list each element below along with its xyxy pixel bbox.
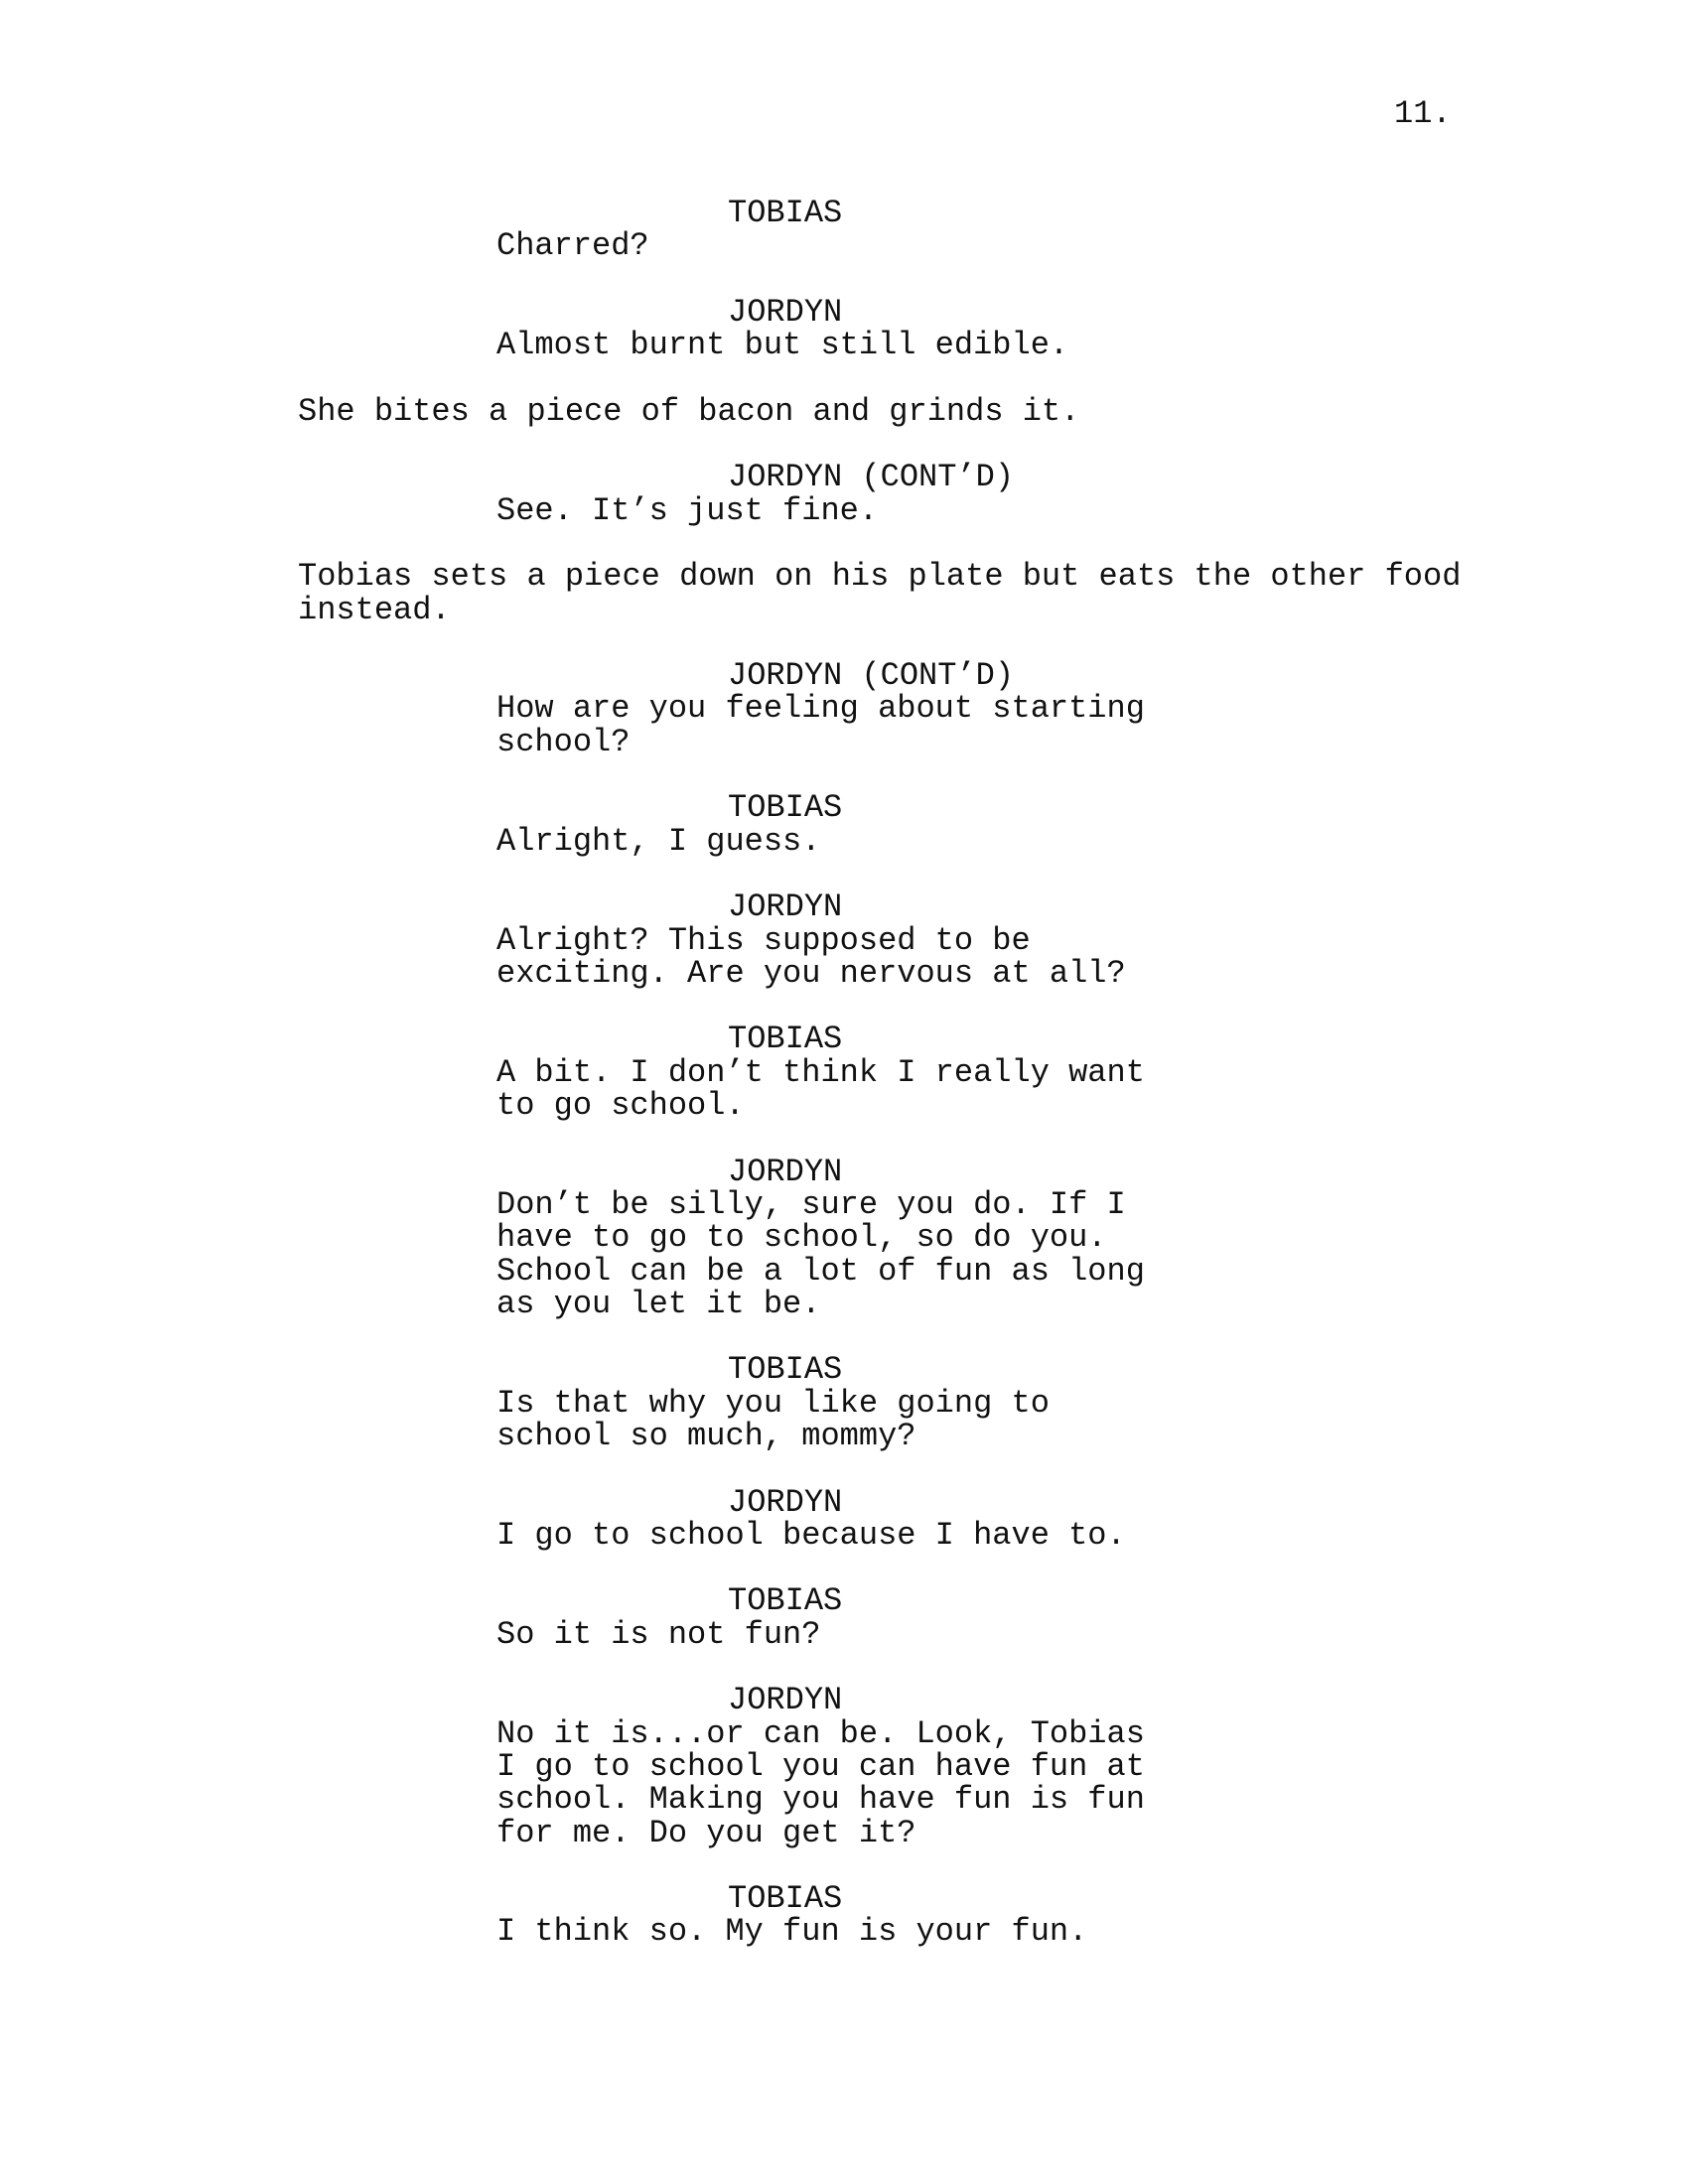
character-cue: JORDYN (CONT’D)	[728, 657, 1015, 695]
spacer	[0, 990, 1688, 1023]
action-line: instead.	[298, 591, 451, 628]
dialogue-line: Alright? This supposed to be	[496, 921, 1031, 959]
dialogue-line: Don’t be silly, sure you do. If I	[496, 1185, 1126, 1223]
dialogue-line: How are you feeling about starting	[496, 690, 1145, 728]
spacer	[0, 758, 1688, 791]
dialogue-block	[0, 1913, 1688, 1951]
dialogue-line: Charred?	[496, 227, 649, 265]
spacer	[0, 361, 1688, 394]
dialogue-line: Is that why you like going to	[496, 1384, 1050, 1422]
spacer	[0, 1122, 1688, 1155]
dialogue-block	[0, 921, 1688, 992]
character-cue: TOBIAS	[728, 1880, 843, 1918]
dialogue-block	[0, 1714, 1688, 1851]
dialogue-line: for me. Do you get it?	[496, 1814, 916, 1851]
character-cue: JORDYN	[728, 293, 843, 331]
dialogue-line: I think so. My fun is your fun.	[496, 1913, 1088, 1951]
spacer	[0, 1320, 1688, 1353]
character-cue: TOBIAS	[728, 1582, 843, 1620]
dialogue-block	[0, 1384, 1688, 1454]
page-number: 11.	[1394, 95, 1452, 132]
dialogue-line: have to go to school, so do you.	[496, 1219, 1107, 1257]
dialogue-line: Almost burnt but still edible.	[496, 327, 1069, 364]
dialogue-block	[0, 1615, 1688, 1653]
character-cue: JORDYN	[728, 888, 843, 926]
spacer	[0, 428, 1688, 461]
dialogue-line: Alright, I guess.	[496, 822, 821, 860]
character-cue: TOBIAS	[728, 789, 843, 827]
character-cue: TOBIAS	[728, 1351, 843, 1389]
character-cue: TOBIAS	[728, 195, 843, 231]
dialogue-block	[0, 491, 1688, 529]
dialogue-line: to go school.	[496, 1087, 745, 1125]
dialogue-block	[0, 1185, 1688, 1322]
action-line: Tobias sets a piece down on his plate but eats the other food	[298, 558, 1462, 596]
dialogue-block	[0, 1053, 1688, 1125]
dialogue-line: school?	[496, 723, 631, 760]
dialogue-line: school. Making you have fun is fun	[496, 1781, 1145, 1819]
action-line: She bites a piece of bacon and grinds it.	[298, 392, 1080, 430]
character-cue: JORDYN	[728, 1153, 843, 1190]
dialogue-line: School can be a lot of fun as long	[496, 1252, 1145, 1290]
spacer	[0, 1552, 1688, 1584]
character-cue: TOBIAS	[728, 1021, 843, 1058]
dialogue-block	[0, 1516, 1688, 1554]
script-body	[0, 197, 1688, 1949]
dialogue-line: exciting. Are you nervous at all?	[496, 954, 1126, 992]
dialogue-line: school so much, mommy?	[496, 1417, 916, 1454]
spacer	[0, 858, 1688, 890]
dialogue-line: No it is...or can be. Look, Tobias	[496, 1714, 1145, 1752]
action-block	[0, 560, 1688, 626]
dialogue-line: A bit. I don’t think I really want	[496, 1053, 1145, 1091]
spacer	[0, 1651, 1688, 1684]
dialogue-block	[0, 692, 1688, 758]
dialogue-line: So it is not fun?	[496, 1615, 821, 1653]
character-cue: JORDYN	[728, 1682, 843, 1719]
spacer	[0, 626, 1688, 659]
spacer	[0, 1849, 1688, 1882]
character-cue: JORDYN	[728, 1483, 843, 1521]
dialogue-block	[0, 227, 1688, 265]
dialogue-line: See. It’s just fine.	[496, 491, 879, 529]
action-block	[0, 392, 1688, 430]
dialogue-line: I go to school you can have fun at	[496, 1747, 1145, 1785]
spacer	[0, 527, 1688, 560]
character-cue: JORDYN (CONT’D)	[728, 459, 1015, 496]
spacer	[0, 263, 1688, 296]
spacer	[0, 1452, 1688, 1485]
dialogue-line: I go to school because I have to.	[496, 1516, 1126, 1554]
dialogue-block	[0, 822, 1688, 860]
dialogue-block	[0, 327, 1688, 364]
dialogue-line: as you let it be.	[496, 1285, 821, 1322]
